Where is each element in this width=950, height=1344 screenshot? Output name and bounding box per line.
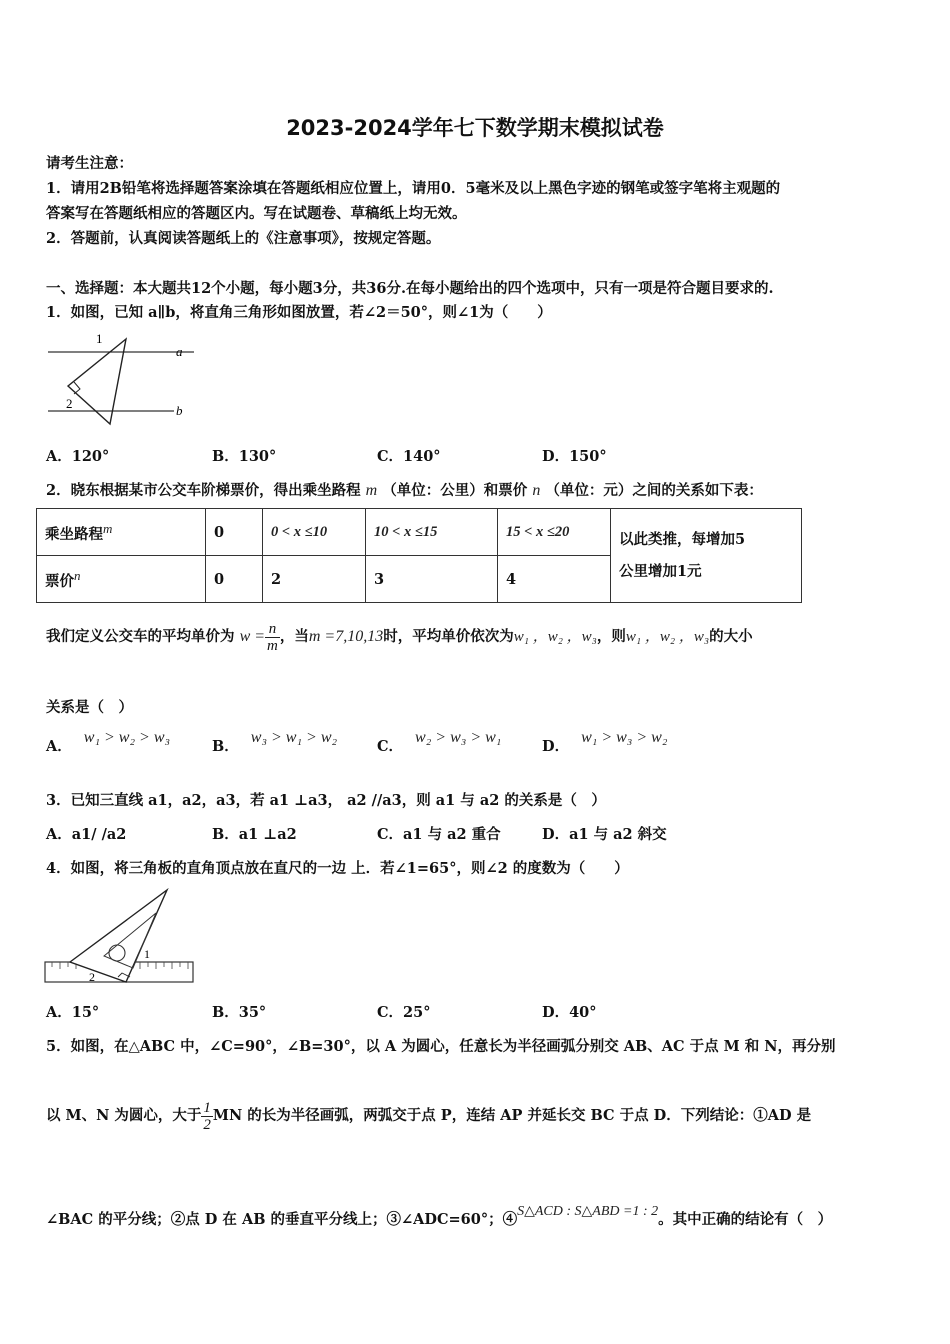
q3-option-d: D．a1 与 a2 斜交 — [542, 826, 667, 843]
q5-half-fraction — [201, 1100, 213, 1133]
q2-stem — [46, 479, 763, 500]
q2-var-n: n — [532, 482, 541, 499]
table-cell: 3 — [366, 556, 498, 603]
fraction-numerator: 1 — [203, 1099, 211, 1116]
fare-label-cell — [37, 556, 206, 603]
notes-line-2: 答案写在答题纸相应的答题区内。写在试题卷、草稿纸上均无效。 — [46, 205, 467, 222]
q2-stem-mid2: （单位：元）之间的关系如下表： — [545, 482, 763, 499]
q3-option-a: A．a1/ /a2 — [46, 826, 127, 843]
option-letter: D． — [542, 738, 570, 755]
angle-2-label: 2 — [89, 970, 95, 984]
q5-line2-prefix: 以 M、N 为圆心，大于 — [46, 1107, 202, 1124]
option-letter: A． — [46, 738, 72, 755]
q5-line3-suffix: 。其中正确的结论有（ ） — [658, 1211, 833, 1228]
section-heading: 一、选择题：本大题共12个小题，每小题3分，共36分.在每小题给出的四个选项中，只有一项是符合题目要求的. — [46, 280, 774, 297]
table-cell: 10 < x ≤15 — [366, 509, 498, 556]
table-cell: 0 < x ≤10 — [263, 509, 366, 556]
q1-figure — [44, 328, 194, 428]
angle-1-label: 1 — [96, 331, 103, 346]
q2-definition — [46, 620, 753, 654]
q2-line-2: 关系是（ ） — [46, 699, 133, 716]
q1-option-a: A．120° — [46, 448, 110, 465]
option-expr: w₁ > w₃ > w₂ — [581, 729, 668, 746]
q4-option-d: D．40° — [542, 1004, 597, 1021]
q4-option-a: A．15° — [46, 1004, 100, 1021]
table-cell: 0 — [206, 556, 263, 603]
q5-line3-prefix: ∠BAC 的平分线；②点 D 在 AB 的垂直平分线上；③∠ADC=60°；④ — [46, 1211, 518, 1228]
option-expr: w₁ > w₂ > w₃ — [83, 729, 171, 746]
angle-2-label: 2 — [66, 396, 73, 411]
q5-line-3 — [46, 1204, 833, 1229]
q2-option-a — [46, 729, 171, 756]
fraction-numerator: n — [265, 621, 280, 638]
distance-label-cell — [37, 509, 206, 556]
table-cell: 2 — [263, 556, 366, 603]
q2-def-fraction — [265, 621, 280, 654]
line-a-label: a — [176, 344, 183, 359]
table-row-distance — [37, 509, 802, 556]
q3-stem: 3．已知三直线 a1，a2，a3，若 a1 ⊥a3， a2 //a3，则 a1 与 a2 的关系是（ ） — [46, 792, 606, 809]
q1-stem: 1．如图，已知 a∥b，将直角三角形如图放置，若∠2＝50°，则∠1为（ ） — [46, 304, 552, 321]
q2-def-suffix: 的大小 — [709, 628, 753, 645]
fare-table — [36, 508, 802, 603]
q2-def-mid3: ，则 — [596, 628, 626, 645]
q2-stem-mid1: （单位：公里）和票价 — [382, 482, 528, 499]
table-note-line-1: 以此类推，每增加5 — [619, 530, 746, 548]
fraction-denominator: 2 — [203, 1116, 211, 1133]
table-note-line-2: 公里增加1元 — [619, 562, 702, 580]
fare-var: n — [74, 567, 81, 583]
notes-line-3: 2．答题前，认真阅读答题纸上的《注意事项》，按规定答题。 — [46, 230, 441, 247]
distance-label: 乘坐路程 — [45, 525, 103, 543]
q5-line-1: 5．如图，在△ABC 中，∠C=90°，∠B=30°，以 A 为圆心，任意长为半径画弧分别交 AB、AC 于点 M 和 N，再分别 — [46, 1038, 836, 1055]
table-cell: 4 — [498, 556, 611, 603]
q5-line2-suffix: MN 的长为半径画弧，两弧交于点 P，连结 AP 并延长交 BC 于点 D．下列结论：①AD 是 — [212, 1107, 812, 1124]
fraction-denominator: m — [267, 637, 278, 654]
distance-var: m — [103, 520, 113, 536]
q2-def-m: m =7,10,13 — [308, 628, 384, 645]
notes-line-1: 1．请用2B铅笔将选择题答案涂填在答题纸相应位置上，请用0．5毫米及以上黑色字迹的钢笔或签字笔将主观题的 — [46, 180, 781, 197]
q1-option-c: C．140° — [377, 448, 441, 465]
fare-label: 票价 — [45, 572, 74, 590]
q2-option-d — [542, 729, 668, 756]
table-note-cell — [611, 509, 802, 603]
q4-option-b: B．35° — [212, 1004, 267, 1021]
q2-stem-prefix: 2．晓东根据某市公交车阶梯票价，得出乘坐路程 — [46, 482, 361, 499]
q3-option-c: C．a1 与 a2 重合 — [377, 826, 501, 843]
q5-area-ratio: S△ACD : S△ABD =1 : 2 — [517, 1204, 659, 1219]
table-cell: 15 < x ≤20 — [498, 509, 611, 556]
option-letter: B． — [212, 738, 239, 755]
q2-def-vars2: w₁ ，w₂ ，w₃ — [625, 629, 710, 645]
q2-def-vars: w₁ ，w₂ ，w₃ — [513, 629, 597, 645]
q2-def-prefix: 我们定义公交车的平均单价为 — [46, 628, 235, 645]
q2-def-mid2: 时，平均单价依次为 — [383, 628, 514, 645]
q5-line-2 — [46, 1096, 811, 1136]
q2-def-mid: ，当 — [279, 628, 309, 645]
q2-var-m: m — [365, 482, 378, 499]
option-expr: w₃ > w₁ > w₂ — [250, 729, 338, 746]
q2-def-w: w = — [239, 628, 266, 645]
q2-option-c — [377, 729, 502, 756]
q3-option-b: B．a1 ⊥a2 — [212, 826, 297, 843]
page-title: 2023-2024学年七下数学期末模拟试卷 — [286, 116, 664, 140]
q1-option-d: D．150° — [542, 448, 607, 465]
q4-figure — [44, 888, 196, 988]
line-b-label: b — [176, 403, 183, 418]
notes-heading: 请考生注意： — [46, 155, 133, 172]
q2-option-b — [212, 729, 338, 756]
q4-option-c: C．25° — [377, 1004, 431, 1021]
table-cell: 0 — [206, 509, 263, 556]
q1-option-b: B．130° — [212, 448, 277, 465]
q4-stem: 4．如图，将三角板的直角顶点放在直尺的一边 上．若∠1=65°，则∠2 的度数为（ ） — [46, 860, 629, 877]
option-expr: w₂ > w₃ > w₁ — [415, 729, 502, 746]
option-letter: C． — [377, 738, 404, 755]
angle-1-label: 1 — [144, 947, 150, 961]
